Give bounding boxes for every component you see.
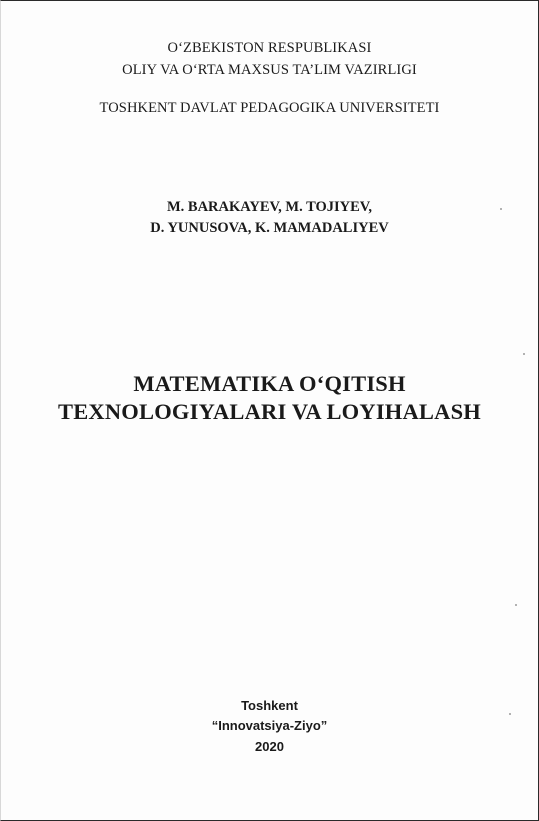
- university-name: TOSHKENT DAVLAT PEDAGOGIKA UNIVERSITETI: [99, 100, 440, 116]
- publisher-name: “Innovatsiya-Ziyo”: [211, 718, 328, 733]
- publication-city: Toshkent: [241, 698, 298, 713]
- republic-name: O‘ZBEKISTON RESPUBLIKASI: [167, 40, 372, 56]
- authors-line-2: D. YUNUSOVA, K. MAMADALIYEV: [150, 220, 389, 236]
- scan-speck: [500, 208, 502, 210]
- scan-speck: [523, 353, 525, 355]
- publication-year: 2020: [255, 739, 284, 754]
- book-title-line-1: MATEMATIKA O‘QITISH: [133, 371, 406, 396]
- scan-speck: [515, 604, 517, 606]
- ministry-name: OLIY VA O‘RTA MAXSUS TA’LIM VAZIRLIGI: [122, 62, 417, 78]
- authors-line-1: M. BARAKAYEV, M. TOJIYEV,: [166, 199, 373, 215]
- scan-speck: [509, 713, 511, 715]
- book-title-line-2: TEXNOLOGIYALARI VA LOYIHALASH: [57, 399, 481, 424]
